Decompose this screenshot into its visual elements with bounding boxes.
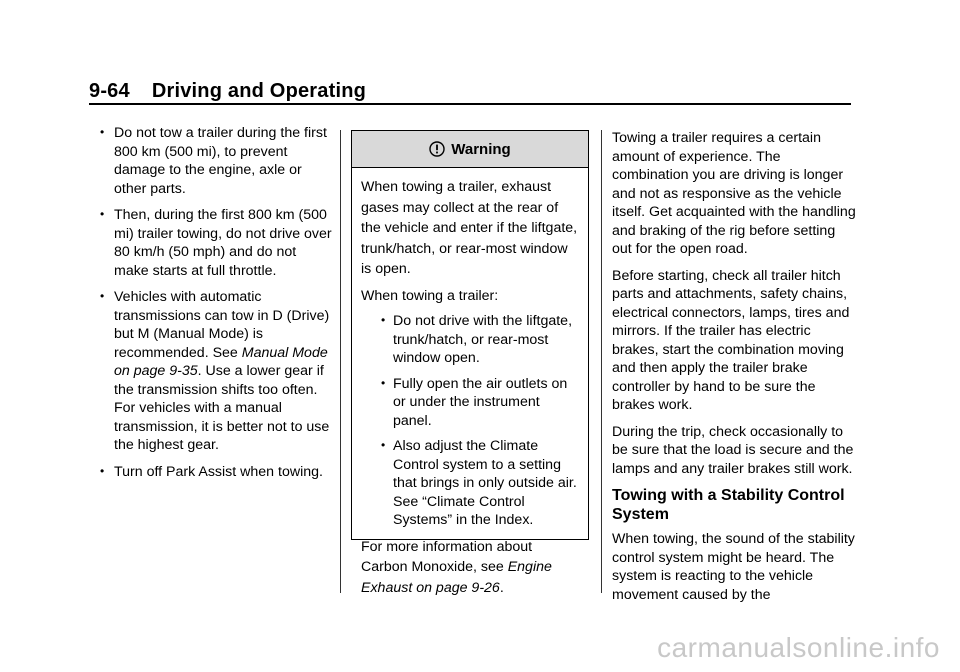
bullet-icon: • [100,125,105,139]
warning-list [361,312,578,530]
column-right [612,129,857,612]
list-item [371,312,578,368]
column-divider [340,130,341,593]
warning-intro: When towing a trailer, exhaust gases may collect at the rear of the vehicle and enter if the liftgate, trunk/hatch, or rear-most window is open. [361,179,578,277]
section-title: Driving and Operating [151,80,367,102]
warning-lead: When towing a trailer: [361,287,499,304]
tow-tips-list [100,124,332,481]
bullet-icon: • [381,438,386,452]
bullet-icon: • [100,289,105,303]
list-item [100,124,332,198]
bullet-icon: • [381,313,386,327]
warning-footer [361,537,578,599]
subheading: Towing with a Stability Control System [612,487,845,523]
list-item-text: Then, during the first 800 km (500 mi) trailer towing, do not drive over 80 km/h (50 mph) and do not make starts at full throttle. [114,207,332,279]
paragraph: When towing, the sound of the stability control system might be heard. The system is reacting to the vehicle movement caused by the [612,531,855,603]
bullet-icon: • [381,375,386,390]
list-item [371,375,578,431]
manual-mode-reference-link[interactable]: Manual Mode on page 9-35 [114,344,328,379]
watermark: carmanualsonline.info [657,632,940,663]
list-item-text: Also adjust the Climate Control system to a setting that brings in only outside air. See “Climate Control Systems” in the Index. [393,438,577,528]
column-divider [601,130,602,593]
list-item [100,463,332,482]
warning-title: Warning [451,140,511,158]
warning-box [351,130,589,596]
header-rule [89,103,851,105]
bullet-icon: • [100,463,105,478]
warning-footer-post: . [499,579,504,596]
engine-exhaust-reference-link[interactable]: Engine Exhaust on page 9-26 [361,559,552,596]
list-item-text: Do not tow a trailer during the first 800 km (500 mi), to prevent damage to the engine, axle or other parts. [114,125,327,197]
paragraph: Before starting, check all trailer hitch parts and attachments, safety chains, electrical connectors, lamps, tires and mirrors. If the trailer has electric brakes, start the combination moving and then apply the trailer brake controller by hand to be sure the brakes work. [612,267,850,413]
list-item-text: Do not drive with the liftgate, trunk/hatch, or rear-most window open. [393,313,573,366]
list-item [371,437,578,530]
list-item-text-post: . Use a lower gear if the transmission shifts too often. For vehicles with a manual transmission, it is better not to use the highest gear. [114,363,330,453]
list-item-text: Turn off Park Assist when towing. [114,463,323,480]
warning-body [352,168,588,598]
list-item [100,206,332,280]
list-item [100,288,332,455]
page-number: 9-64 [89,80,130,102]
list-item-text-pre: Vehicles with automatic transmissions can tow in D (Drive) but M (Manual Mode) is recommended. See [114,289,330,361]
warning-triangle-icon [429,141,445,157]
warning-header [352,131,588,168]
bullet-icon: • [100,207,105,221]
column-left [100,124,332,489]
page-header [89,80,366,103]
paragraph: Towing a trailer requires a certain amount of experience. The combination you are driving is longer and not as responsive as the vehicle itself. Get acquainted with the handling and braking of the rig before setting out for the open road. [612,130,856,257]
paragraph: During the trip, check occasionally to be sure that the load is secure and the lamps and any trailer brakes still work. [612,423,854,477]
list-item-text: Fully open the air outlets on or under the instrument panel. [393,375,568,429]
warning-footer-pre: For more information about Carbon Monoxide, see [361,538,533,575]
